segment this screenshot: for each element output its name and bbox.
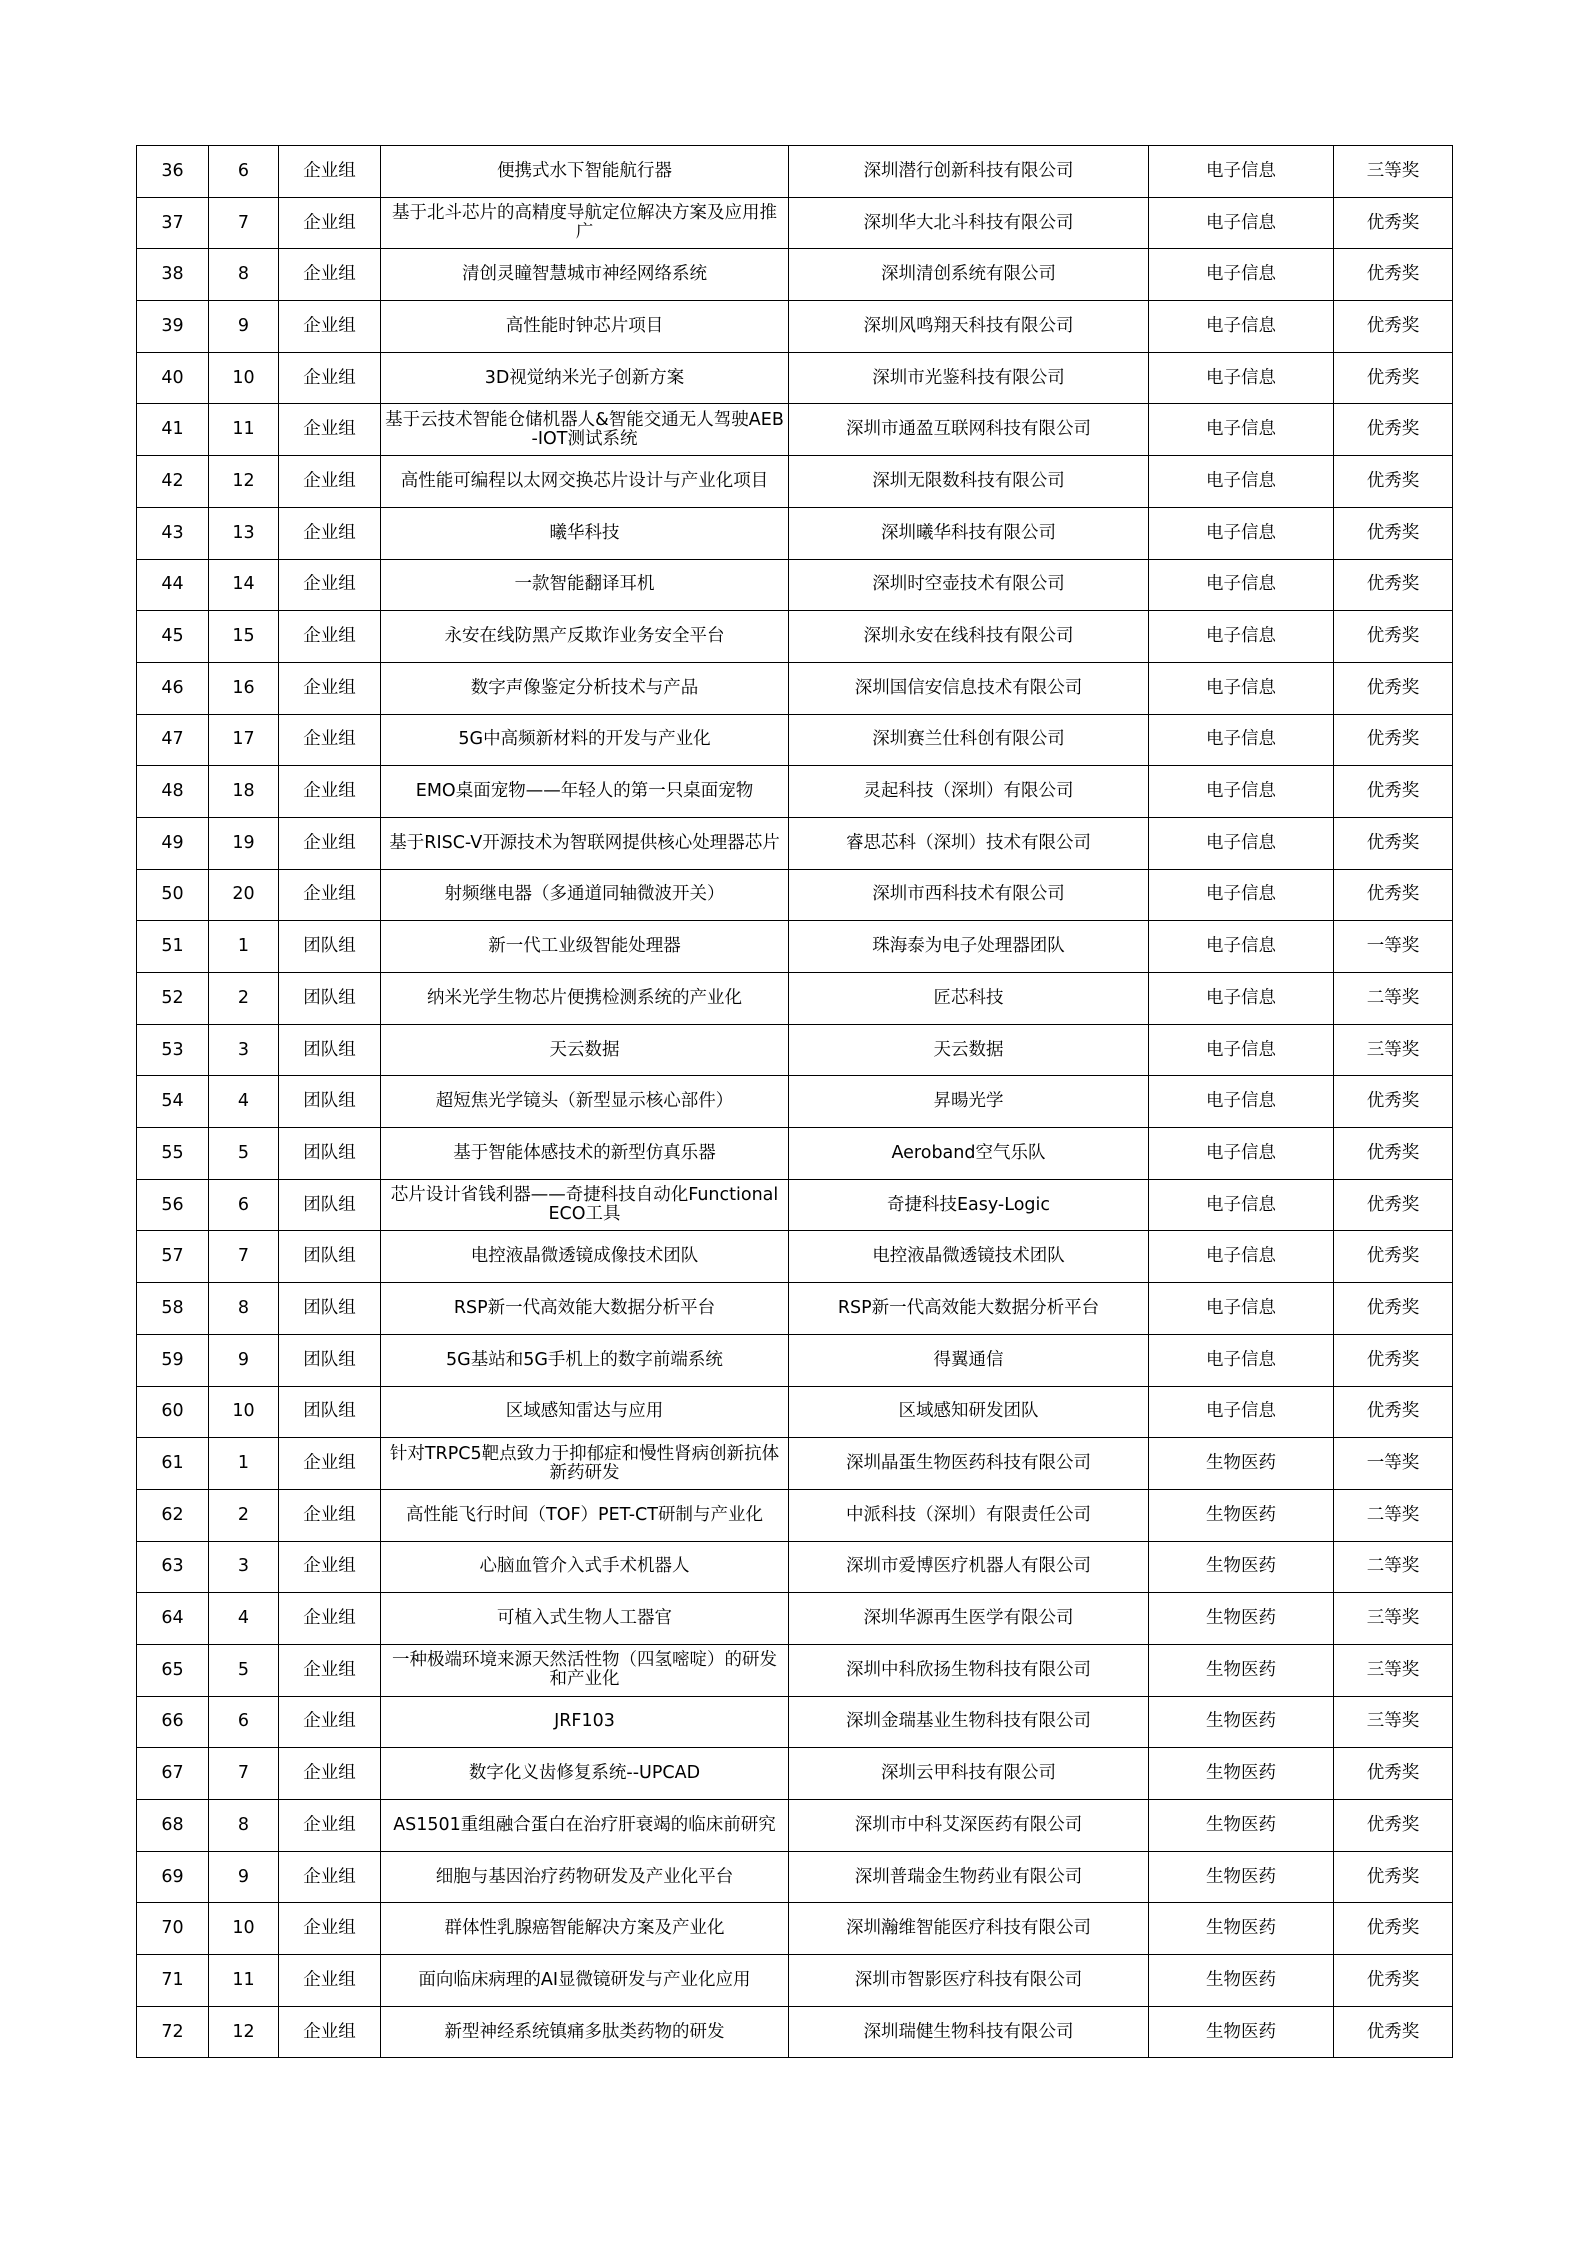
- cell-field: 电子信息: [1149, 1179, 1334, 1231]
- cell-award: 优秀奖: [1334, 507, 1453, 559]
- cell-organization: 中派科技（深圳）有限责任公司: [789, 1489, 1149, 1541]
- cell-project-name: RSP新一代高效能大数据分析平台: [381, 1283, 789, 1335]
- cell-index: 63: [137, 1541, 209, 1593]
- table-row: [137, 146, 1453, 198]
- cell-group-type: 团队组: [279, 1231, 381, 1283]
- cell-organization: 深圳市西科技术有限公司: [789, 869, 1149, 921]
- table-row: [137, 973, 1453, 1025]
- cell-group-number: 15: [209, 611, 279, 663]
- cell-group-type: 团队组: [279, 1334, 381, 1386]
- cell-group-number: 8: [209, 249, 279, 301]
- cell-field: 生物医药: [1149, 1541, 1334, 1593]
- cell-project-name: 新一代工业级智能处理器: [381, 921, 789, 973]
- cell-group-number: 9: [209, 301, 279, 353]
- cell-index: 72: [137, 2006, 209, 2058]
- cell-award: 三等奖: [1334, 146, 1453, 198]
- cell-index: 64: [137, 1593, 209, 1645]
- cell-project-name: 纳米光学生物芯片便携检测系统的产业化: [381, 973, 789, 1025]
- cell-award: 优秀奖: [1334, 1903, 1453, 1955]
- table-row: [137, 1179, 1453, 1231]
- cell-group-type: 企业组: [279, 507, 381, 559]
- cell-group-number: 6: [209, 1696, 279, 1748]
- cell-field: 生物医药: [1149, 2006, 1334, 2058]
- cell-index: 57: [137, 1231, 209, 1283]
- cell-field: 电子信息: [1149, 507, 1334, 559]
- cell-group-number: 17: [209, 714, 279, 766]
- cell-index: 51: [137, 921, 209, 973]
- cell-group-number: 8: [209, 1283, 279, 1335]
- cell-project-name: 一种极端环境来源天然活性物（四氢嘧啶）的研发和产业化: [381, 1644, 789, 1696]
- cell-organization: 深圳瀚维智能医疗科技有限公司: [789, 1903, 1149, 1955]
- cell-field: 电子信息: [1149, 611, 1334, 663]
- cell-index: 69: [137, 1851, 209, 1903]
- cell-award: 二等奖: [1334, 1489, 1453, 1541]
- cell-organization: 深圳清创系统有限公司: [789, 249, 1149, 301]
- cell-group-number: 20: [209, 869, 279, 921]
- cell-group-number: 12: [209, 456, 279, 508]
- cell-project-name: 基于智能体感技术的新型仿真乐器: [381, 1128, 789, 1180]
- table-row: [137, 1644, 1453, 1696]
- cell-project-name: 3D视觉纳米光子创新方案: [381, 352, 789, 404]
- cell-group-number: 11: [209, 1955, 279, 2007]
- cell-project-name: 一款智能翻译耳机: [381, 559, 789, 611]
- cell-field: 生物医药: [1149, 1593, 1334, 1645]
- cell-project-name: 心脑血管介入式手术机器人: [381, 1541, 789, 1593]
- cell-organization: 深圳晶蛋生物医药科技有限公司: [789, 1438, 1149, 1490]
- cell-organization: 深圳风鸣翔天科技有限公司: [789, 301, 1149, 353]
- cell-field: 电子信息: [1149, 404, 1334, 456]
- cell-index: 47: [137, 714, 209, 766]
- cell-index: 48: [137, 766, 209, 818]
- cell-group-number: 4: [209, 1076, 279, 1128]
- table-row: [137, 1800, 1453, 1852]
- table-row: [137, 921, 1453, 973]
- cell-group-type: 企业组: [279, 1593, 381, 1645]
- cell-group-type: 团队组: [279, 1283, 381, 1335]
- cell-award: 二等奖: [1334, 1541, 1453, 1593]
- cell-group-type: 企业组: [279, 249, 381, 301]
- cell-field: 电子信息: [1149, 197, 1334, 249]
- cell-group-type: 企业组: [279, 559, 381, 611]
- cell-project-name: 可植入式生物人工器官: [381, 1593, 789, 1645]
- cell-project-name: JRF103: [381, 1696, 789, 1748]
- cell-project-name: 高性能飞行时间（TOF）PET-CT研制与产业化: [381, 1489, 789, 1541]
- cell-index: 58: [137, 1283, 209, 1335]
- cell-index: 39: [137, 301, 209, 353]
- cell-organization: 深圳中科欣扬生物科技有限公司: [789, 1644, 1149, 1696]
- cell-award: 三等奖: [1334, 1644, 1453, 1696]
- cell-group-number: 6: [209, 1179, 279, 1231]
- table-row: [137, 249, 1453, 301]
- cell-project-name: 数字声像鉴定分析技术与产品: [381, 662, 789, 714]
- cell-group-number: 11: [209, 404, 279, 456]
- cell-award: 优秀奖: [1334, 2006, 1453, 2058]
- cell-index: 38: [137, 249, 209, 301]
- cell-group-type: 团队组: [279, 921, 381, 973]
- cell-group-number: 16: [209, 662, 279, 714]
- cell-organization: 深圳市爱博医疗机器人有限公司: [789, 1541, 1149, 1593]
- cell-project-name: 新型神经系统镇痛多肽类药物的研发: [381, 2006, 789, 2058]
- cell-organization: 匠芯科技: [789, 973, 1149, 1025]
- cell-index: 62: [137, 1489, 209, 1541]
- cell-field: 电子信息: [1149, 352, 1334, 404]
- cell-group-type: 企业组: [279, 352, 381, 404]
- cell-project-name: 数字化义齿修复系统--UPCAD: [381, 1748, 789, 1800]
- cell-index: 36: [137, 146, 209, 198]
- cell-group-number: 13: [209, 507, 279, 559]
- cell-index: 67: [137, 1748, 209, 1800]
- cell-group-type: 企业组: [279, 301, 381, 353]
- cell-project-name: 永安在线防黑产反欺诈业务安全平台: [381, 611, 789, 663]
- cell-field: 生物医药: [1149, 1903, 1334, 1955]
- cell-project-name: 针对TRPC5靶点致力于抑郁症和慢性肾病创新抗体新药研发: [381, 1438, 789, 1490]
- cell-award: 三等奖: [1334, 1696, 1453, 1748]
- cell-group-number: 5: [209, 1644, 279, 1696]
- cell-organization: 深圳市中科艾深医药有限公司: [789, 1800, 1149, 1852]
- cell-field: 电子信息: [1149, 662, 1334, 714]
- cell-group-type: 企业组: [279, 1851, 381, 1903]
- award-table: [136, 145, 1453, 2058]
- cell-index: 70: [137, 1903, 209, 1955]
- cell-field: 电子信息: [1149, 146, 1334, 198]
- cell-field: 电子信息: [1149, 817, 1334, 869]
- cell-group-type: 企业组: [279, 662, 381, 714]
- cell-group-number: 3: [209, 1541, 279, 1593]
- cell-group-type: 企业组: [279, 1955, 381, 2007]
- table-row: [137, 1076, 1453, 1128]
- cell-group-number: 7: [209, 1231, 279, 1283]
- cell-index: 52: [137, 973, 209, 1025]
- cell-project-name: 芯片设计省钱利器——奇捷科技自动化Functional ECO工具: [381, 1179, 789, 1231]
- cell-index: 66: [137, 1696, 209, 1748]
- table-row: [137, 611, 1453, 663]
- cell-award: 优秀奖: [1334, 1179, 1453, 1231]
- table-row: [137, 766, 1453, 818]
- cell-field: 生物医药: [1149, 1438, 1334, 1490]
- table-row: [137, 197, 1453, 249]
- cell-project-name: 超短焦光学镜头（新型显示核心部件）: [381, 1076, 789, 1128]
- cell-field: 电子信息: [1149, 714, 1334, 766]
- table-row: [137, 1438, 1453, 1490]
- cell-award: 一等奖: [1334, 1438, 1453, 1490]
- cell-award: 优秀奖: [1334, 817, 1453, 869]
- table-row: [137, 1903, 1453, 1955]
- cell-organization: 睿思芯科（深圳）技术有限公司: [789, 817, 1149, 869]
- cell-index: 55: [137, 1128, 209, 1180]
- cell-organization: 深圳时空壶技术有限公司: [789, 559, 1149, 611]
- table-row: [137, 714, 1453, 766]
- cell-index: 49: [137, 817, 209, 869]
- cell-group-number: 2: [209, 973, 279, 1025]
- cell-index: 71: [137, 1955, 209, 2007]
- cell-field: 电子信息: [1149, 1128, 1334, 1180]
- cell-group-type: 企业组: [279, 2006, 381, 2058]
- cell-field: 电子信息: [1149, 921, 1334, 973]
- cell-award: 优秀奖: [1334, 1283, 1453, 1335]
- table-row: [137, 1748, 1453, 1800]
- table-row: [137, 1955, 1453, 2007]
- cell-group-number: 10: [209, 1386, 279, 1438]
- cell-award: 优秀奖: [1334, 352, 1453, 404]
- cell-project-name: 高性能时钟芯片项目: [381, 301, 789, 353]
- cell-field: 电子信息: [1149, 456, 1334, 508]
- cell-field: 电子信息: [1149, 766, 1334, 818]
- cell-field: 电子信息: [1149, 1334, 1334, 1386]
- cell-organization: 昇暘光学: [789, 1076, 1149, 1128]
- cell-field: 电子信息: [1149, 1076, 1334, 1128]
- cell-project-name: 群体性乳腺癌智能解决方案及产业化: [381, 1903, 789, 1955]
- cell-group-type: 企业组: [279, 766, 381, 818]
- table-row: [137, 1128, 1453, 1180]
- cell-group-number: 7: [209, 1748, 279, 1800]
- cell-project-name: 基于RISC-V开源技术为智联网提供核心处理器芯片: [381, 817, 789, 869]
- cell-organization: Aeroband空气乐队: [789, 1128, 1149, 1180]
- cell-index: 65: [137, 1644, 209, 1696]
- cell-award: 优秀奖: [1334, 766, 1453, 818]
- table-row: [137, 1851, 1453, 1903]
- cell-group-number: 1: [209, 921, 279, 973]
- table-row: [137, 1696, 1453, 1748]
- table-row: [137, 1593, 1453, 1645]
- cell-award: 优秀奖: [1334, 714, 1453, 766]
- table-row: [137, 869, 1453, 921]
- cell-group-type: 团队组: [279, 1128, 381, 1180]
- cell-award: 优秀奖: [1334, 1386, 1453, 1438]
- cell-organization: 深圳永安在线科技有限公司: [789, 611, 1149, 663]
- cell-field: 生物医药: [1149, 1489, 1334, 1541]
- table-row: [137, 2006, 1453, 2058]
- cell-project-name: 5G中高频新材料的开发与产业化: [381, 714, 789, 766]
- cell-group-type: 企业组: [279, 1489, 381, 1541]
- cell-group-type: 企业组: [279, 1644, 381, 1696]
- cell-project-name: 区域感知雷达与应用: [381, 1386, 789, 1438]
- cell-award: 三等奖: [1334, 1593, 1453, 1645]
- cell-group-type: 企业组: [279, 1541, 381, 1593]
- cell-project-name: 天云数据: [381, 1024, 789, 1076]
- table-row: [137, 1386, 1453, 1438]
- cell-index: 43: [137, 507, 209, 559]
- cell-field: 电子信息: [1149, 869, 1334, 921]
- cell-award: 优秀奖: [1334, 404, 1453, 456]
- cell-group-type: 企业组: [279, 869, 381, 921]
- table-row: [137, 1024, 1453, 1076]
- cell-group-number: 2: [209, 1489, 279, 1541]
- cell-organization: 电控液晶微透镜技术团队: [789, 1231, 1149, 1283]
- table-row: [137, 1283, 1453, 1335]
- cell-organization: 深圳金瑞基业生物科技有限公司: [789, 1696, 1149, 1748]
- cell-project-name: 射频继电器（多通道同轴微波开关）: [381, 869, 789, 921]
- table-row: [137, 301, 1453, 353]
- cell-group-number: 18: [209, 766, 279, 818]
- cell-project-name: 高性能可编程以太网交换芯片设计与产业化项目: [381, 456, 789, 508]
- cell-group-type: 团队组: [279, 1179, 381, 1231]
- table-row: [137, 456, 1453, 508]
- cell-organization: 深圳国信安信息技术有限公司: [789, 662, 1149, 714]
- cell-project-name: 基于云技术智能仓储机器人&智能交通无人驾驶AEB-IOT测试系统: [381, 404, 789, 456]
- cell-project-name: AS1501重组融合蛋白在治疗肝衰竭的临床前研究: [381, 1800, 789, 1852]
- cell-group-number: 6: [209, 146, 279, 198]
- cell-project-name: 基于北斗芯片的高精度导航定位解决方案及应用推广: [381, 197, 789, 249]
- cell-group-number: 9: [209, 1334, 279, 1386]
- cell-organization: 深圳市通盈互联网科技有限公司: [789, 404, 1149, 456]
- cell-award: 优秀奖: [1334, 301, 1453, 353]
- cell-index: 50: [137, 869, 209, 921]
- cell-organization: 深圳瑞健生物科技有限公司: [789, 2006, 1149, 2058]
- cell-award: 优秀奖: [1334, 249, 1453, 301]
- cell-group-type: 企业组: [279, 1438, 381, 1490]
- cell-index: 60: [137, 1386, 209, 1438]
- cell-field: 电子信息: [1149, 559, 1334, 611]
- cell-group-type: 团队组: [279, 1024, 381, 1076]
- table-row: [137, 817, 1453, 869]
- cell-award: 优秀奖: [1334, 1748, 1453, 1800]
- cell-field: 电子信息: [1149, 1231, 1334, 1283]
- cell-organization: RSP新一代高效能大数据分析平台: [789, 1283, 1149, 1335]
- cell-award: 优秀奖: [1334, 559, 1453, 611]
- cell-index: 53: [137, 1024, 209, 1076]
- cell-index: 40: [137, 352, 209, 404]
- cell-index: 37: [137, 197, 209, 249]
- cell-project-name: 清创灵瞳智慧城市神经网络系统: [381, 249, 789, 301]
- cell-group-number: 4: [209, 1593, 279, 1645]
- cell-group-type: 企业组: [279, 1800, 381, 1852]
- cell-index: 54: [137, 1076, 209, 1128]
- table-row: [137, 404, 1453, 456]
- cell-group-type: 企业组: [279, 456, 381, 508]
- cell-project-name: 曦华科技: [381, 507, 789, 559]
- cell-project-name: 5G基站和5G手机上的数字前端系统: [381, 1334, 789, 1386]
- cell-organization: 深圳无限数科技有限公司: [789, 456, 1149, 508]
- cell-field: 生物医药: [1149, 1644, 1334, 1696]
- cell-index: 61: [137, 1438, 209, 1490]
- table-row: [137, 352, 1453, 404]
- cell-field: 电子信息: [1149, 301, 1334, 353]
- cell-project-name: 细胞与基因治疗药物研发及产业化平台: [381, 1851, 789, 1903]
- cell-group-number: 7: [209, 197, 279, 249]
- table-row: [137, 662, 1453, 714]
- cell-organization: 天云数据: [789, 1024, 1149, 1076]
- cell-organization: 深圳曦华科技有限公司: [789, 507, 1149, 559]
- cell-field: 电子信息: [1149, 1386, 1334, 1438]
- cell-project-name: EMO桌面宠物——年轻人的第一只桌面宠物: [381, 766, 789, 818]
- table-row: [137, 1541, 1453, 1593]
- cell-group-type: 企业组: [279, 817, 381, 869]
- cell-group-type: 企业组: [279, 1696, 381, 1748]
- cell-organization: 奇捷科技Easy-Logic: [789, 1179, 1149, 1231]
- cell-group-number: 1: [209, 1438, 279, 1490]
- cell-organization: 深圳华大北斗科技有限公司: [789, 197, 1149, 249]
- cell-award: 优秀奖: [1334, 662, 1453, 714]
- cell-field: 电子信息: [1149, 1283, 1334, 1335]
- cell-award: 优秀奖: [1334, 1076, 1453, 1128]
- cell-group-number: 5: [209, 1128, 279, 1180]
- cell-organization: 深圳市智影医疗科技有限公司: [789, 1955, 1149, 2007]
- cell-group-number: 10: [209, 352, 279, 404]
- cell-group-type: 企业组: [279, 146, 381, 198]
- cell-group-type: 团队组: [279, 1386, 381, 1438]
- cell-organization: 深圳赛兰仕科创有限公司: [789, 714, 1149, 766]
- cell-group-type: 企业组: [279, 197, 381, 249]
- cell-organization: 深圳云甲科技有限公司: [789, 1748, 1149, 1800]
- cell-group-number: 3: [209, 1024, 279, 1076]
- cell-field: 生物医药: [1149, 1851, 1334, 1903]
- cell-organization: 深圳市光鉴科技有限公司: [789, 352, 1149, 404]
- cell-organization: 深圳华源再生医学有限公司: [789, 1593, 1149, 1645]
- cell-field: 生物医药: [1149, 1800, 1334, 1852]
- cell-award: 优秀奖: [1334, 1231, 1453, 1283]
- cell-index: 41: [137, 404, 209, 456]
- cell-field: 电子信息: [1149, 973, 1334, 1025]
- cell-group-number: 19: [209, 817, 279, 869]
- cell-group-type: 企业组: [279, 1903, 381, 1955]
- cell-field: 生物医药: [1149, 1696, 1334, 1748]
- table-row: [137, 507, 1453, 559]
- cell-organization: 区域感知研发团队: [789, 1386, 1149, 1438]
- cell-award: 优秀奖: [1334, 1851, 1453, 1903]
- cell-award: 一等奖: [1334, 921, 1453, 973]
- cell-project-name: 电控液晶微透镜成像技术团队: [381, 1231, 789, 1283]
- cell-organization: 得翼通信: [789, 1334, 1149, 1386]
- cell-index: 59: [137, 1334, 209, 1386]
- cell-index: 56: [137, 1179, 209, 1231]
- cell-organization: 深圳潜行创新科技有限公司: [789, 146, 1149, 198]
- table-row: [137, 1231, 1453, 1283]
- cell-field: 生物医药: [1149, 1955, 1334, 2007]
- cell-group-number: 14: [209, 559, 279, 611]
- cell-field: 生物医药: [1149, 1748, 1334, 1800]
- cell-award: 优秀奖: [1334, 1334, 1453, 1386]
- cell-project-name: 便携式水下智能航行器: [381, 146, 789, 198]
- cell-group-type: 企业组: [279, 404, 381, 456]
- cell-group-number: 12: [209, 2006, 279, 2058]
- cell-group-type: 团队组: [279, 1076, 381, 1128]
- table-row: [137, 1489, 1453, 1541]
- cell-organization: 灵起科技（深圳）有限公司: [789, 766, 1149, 818]
- cell-award: 二等奖: [1334, 973, 1453, 1025]
- table-row: [137, 559, 1453, 611]
- cell-index: 44: [137, 559, 209, 611]
- cell-award: 优秀奖: [1334, 456, 1453, 508]
- cell-award: 优秀奖: [1334, 611, 1453, 663]
- cell-organization: 深圳普瑞金生物药业有限公司: [789, 1851, 1149, 1903]
- cell-award: 优秀奖: [1334, 197, 1453, 249]
- cell-award: 三等奖: [1334, 1024, 1453, 1076]
- cell-award: 优秀奖: [1334, 869, 1453, 921]
- cell-award: 优秀奖: [1334, 1955, 1453, 2007]
- cell-award: 优秀奖: [1334, 1128, 1453, 1180]
- award-table-container: [136, 145, 1452, 2058]
- cell-index: 68: [137, 1800, 209, 1852]
- cell-index: 46: [137, 662, 209, 714]
- cell-group-type: 团队组: [279, 973, 381, 1025]
- cell-group-type: 企业组: [279, 714, 381, 766]
- cell-index: 42: [137, 456, 209, 508]
- cell-group-number: 8: [209, 1800, 279, 1852]
- cell-group-number: 9: [209, 1851, 279, 1903]
- cell-field: 电子信息: [1149, 249, 1334, 301]
- table-row: [137, 1334, 1453, 1386]
- cell-award: 优秀奖: [1334, 1800, 1453, 1852]
- cell-index: 45: [137, 611, 209, 663]
- cell-group-type: 企业组: [279, 1748, 381, 1800]
- cell-group-type: 企业组: [279, 611, 381, 663]
- cell-project-name: 面向临床病理的AI显微镜研发与产业化应用: [381, 1955, 789, 2007]
- cell-organization: 珠海泰为电子处理器团队: [789, 921, 1149, 973]
- cell-group-number: 10: [209, 1903, 279, 1955]
- cell-field: 电子信息: [1149, 1024, 1334, 1076]
